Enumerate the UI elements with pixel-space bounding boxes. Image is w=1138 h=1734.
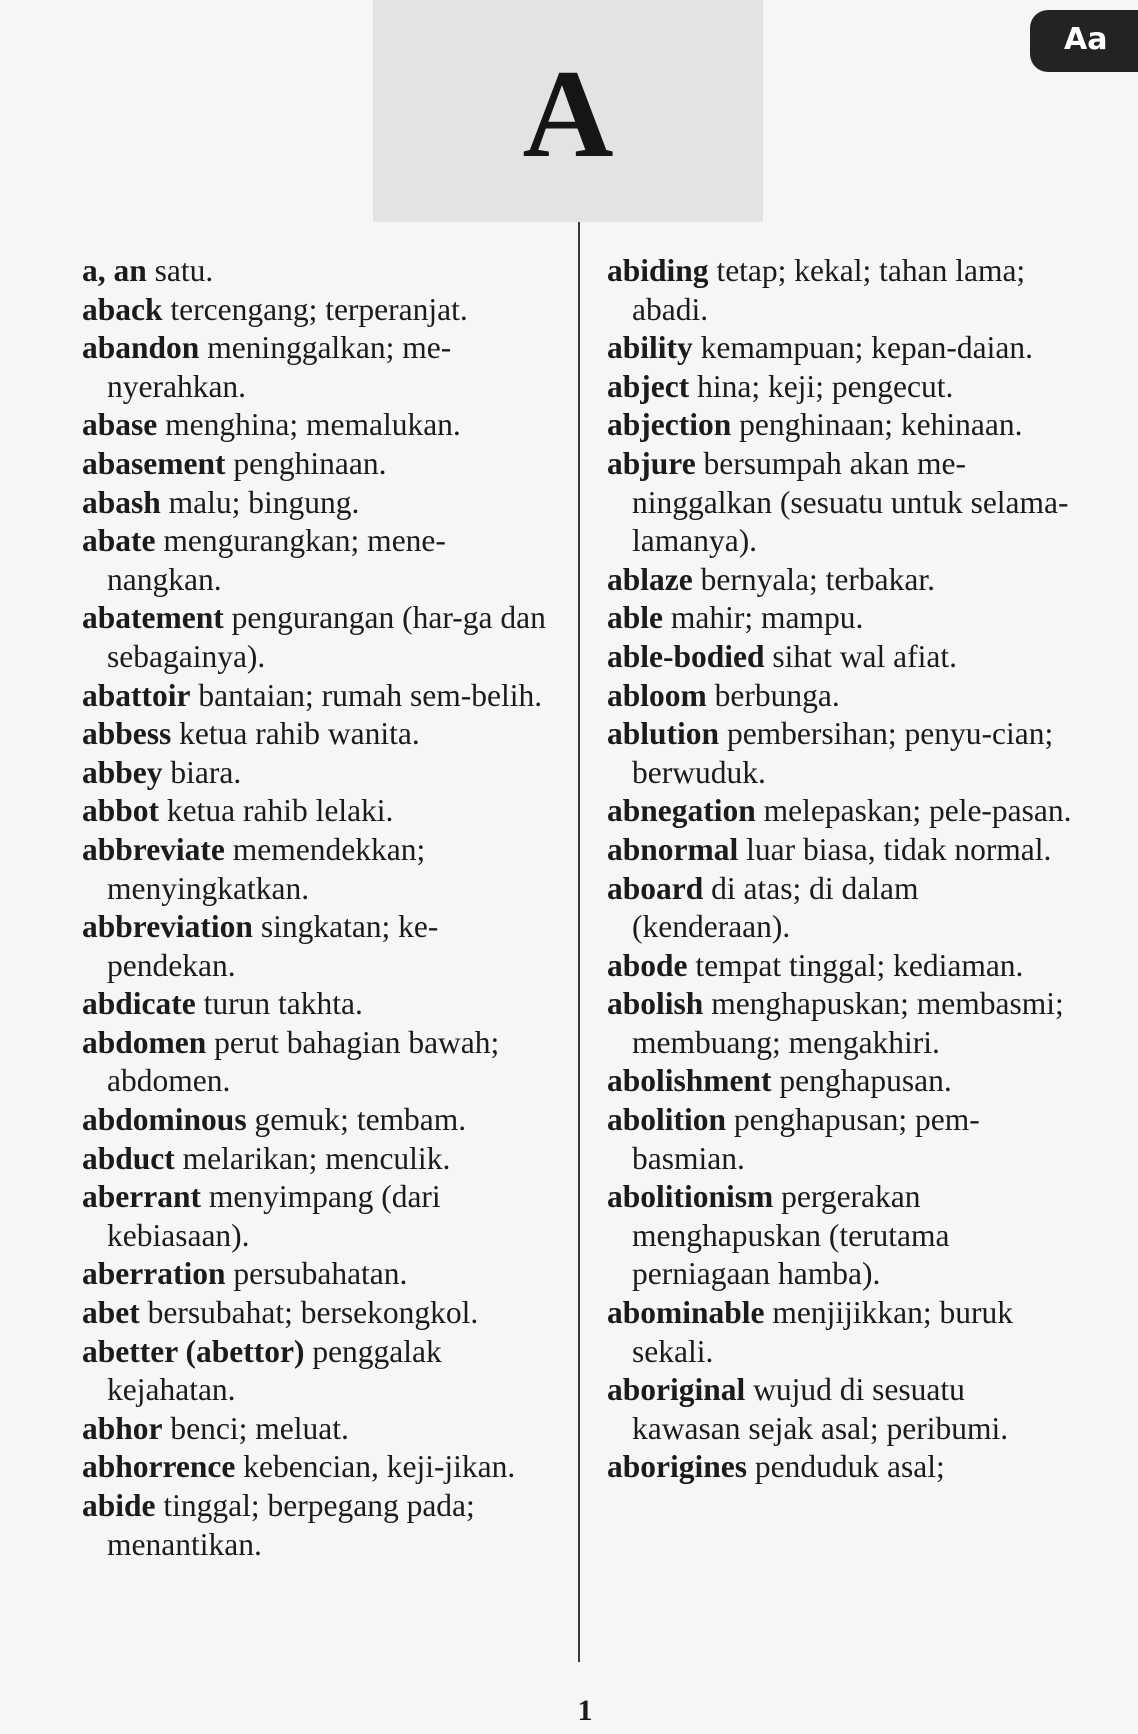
dictionary-entry bbox=[607, 715, 1077, 792]
entry-headword: abattoir bbox=[82, 677, 191, 713]
entry-definition: kemampuan; kepan-daian. bbox=[700, 330, 1034, 366]
dictionary-entry bbox=[82, 406, 552, 445]
dictionary-entry bbox=[82, 522, 552, 599]
dictionary-entry bbox=[607, 831, 1077, 870]
entry-definition: meninggalkan; me-nyerahkan. bbox=[107, 330, 452, 404]
dictionary-entry bbox=[607, 947, 1077, 986]
dictionary-entry bbox=[607, 1294, 1077, 1371]
column-divider bbox=[578, 222, 580, 1662]
entry-definition: ketua rahib lelaki. bbox=[166, 793, 394, 829]
entry-headword: aberrant bbox=[82, 1179, 201, 1215]
dictionary-entry bbox=[607, 561, 1077, 600]
entry-definition: biara. bbox=[170, 754, 242, 790]
dictionary-entry bbox=[82, 1178, 552, 1255]
entry-headword: abhor bbox=[82, 1410, 163, 1446]
entry-definition: penghapusan. bbox=[779, 1063, 952, 1099]
entry-definition: di atas; di dalam (kenderaan). bbox=[632, 870, 919, 945]
dictionary-entry bbox=[82, 1024, 552, 1101]
entry-headword: abatement bbox=[82, 600, 224, 636]
entry-definition: persubahatan. bbox=[233, 1256, 408, 1292]
entry-definition: bantaian; rumah sem-belih. bbox=[198, 677, 543, 713]
entry-headword: abolishment bbox=[607, 1063, 772, 1099]
entry-headword: abdominous bbox=[82, 1102, 247, 1138]
entry-definition: hina; keji; pengecut. bbox=[697, 368, 954, 404]
dictionary-entry bbox=[82, 445, 552, 484]
entry-definition: pembersihan; penyu-cian; berwuduk. bbox=[632, 716, 1054, 790]
entry-headword: abandon bbox=[82, 330, 200, 366]
entry-headword: abbess bbox=[82, 716, 172, 752]
entry-headword: abjure bbox=[607, 445, 696, 481]
entry-headword: abate bbox=[82, 523, 156, 559]
section-letter: A bbox=[522, 45, 614, 184]
entry-headword: abash bbox=[82, 484, 161, 520]
dictionary-entry bbox=[82, 484, 552, 523]
entry-definition: melarikan; menculik. bbox=[182, 1140, 451, 1176]
entry-definition: berbunga. bbox=[714, 677, 840, 713]
entry-headword: abolitionism bbox=[607, 1179, 774, 1215]
dictionary-entry bbox=[607, 1062, 1077, 1101]
entry-definition: satu. bbox=[154, 253, 214, 288]
dictionary-entry bbox=[82, 252, 552, 291]
entry-definition: turun takhta. bbox=[203, 986, 363, 1022]
entry-definition: penghinaan; kehinaan. bbox=[739, 407, 1023, 443]
dictionary-entry bbox=[82, 1101, 552, 1140]
dictionary-entry bbox=[607, 985, 1077, 1062]
entry-definition: bersumpah akan me-ninggalkan (sesuatu untuk selama-lamanya). bbox=[632, 445, 1069, 559]
entry-headword: abetter (abettor) bbox=[82, 1333, 305, 1369]
entry-headword: abloom bbox=[607, 677, 707, 713]
dictionary-entry bbox=[82, 1294, 552, 1333]
entry-headword: abet bbox=[82, 1295, 140, 1331]
entry-definition: bernyala; terbakar. bbox=[700, 561, 935, 597]
dictionary-entry bbox=[607, 445, 1077, 561]
entry-definition: penghinaan. bbox=[233, 445, 387, 481]
entry-headword: abdomen bbox=[82, 1024, 207, 1060]
entry-headword: abnormal bbox=[607, 831, 739, 867]
dictionary-entry bbox=[82, 1255, 552, 1294]
dictionary-entry bbox=[82, 1140, 552, 1179]
entry-headword: abduct bbox=[82, 1140, 175, 1176]
dictionary-entry bbox=[607, 329, 1077, 368]
dictionary-entry bbox=[82, 291, 552, 330]
dictionary-entry bbox=[82, 1333, 552, 1410]
entry-definition: singkatan; ke-pendekan. bbox=[107, 909, 439, 983]
entry-headword: abbreviate bbox=[82, 831, 225, 867]
entry-definition: penghapusan; pem-basmian. bbox=[632, 1102, 980, 1176]
entry-definition: tercengang; terperanjat. bbox=[170, 291, 468, 327]
entry-definition: malu; bingung. bbox=[168, 484, 360, 520]
entry-headword: abode bbox=[607, 947, 688, 983]
entry-headword: abasement bbox=[82, 445, 226, 481]
entry-definition: mengurangkan; mene-nangkan. bbox=[107, 523, 446, 597]
dictionary-entry bbox=[82, 754, 552, 793]
dictionary-entry bbox=[607, 1178, 1077, 1294]
entry-definition: mahir; mampu. bbox=[670, 600, 864, 636]
thumb-index-label: Aa bbox=[1064, 22, 1108, 57]
entry-headword: abnegation bbox=[607, 793, 756, 829]
dictionary-entry bbox=[607, 1448, 1077, 1487]
entry-headword: abide bbox=[82, 1488, 156, 1523]
entry-headword: ability bbox=[607, 330, 693, 366]
dictionary-entry bbox=[82, 792, 552, 831]
entry-definition: menghapuskan; membasmi; membuang; mengakhiri. bbox=[632, 986, 1064, 1060]
entry-headword: abbey bbox=[82, 754, 163, 790]
dictionary-entry bbox=[82, 329, 552, 406]
entry-definition: perut bahagian bawah; abdomen. bbox=[107, 1024, 500, 1099]
entry-definition: tinggal; berpegang pada; menantikan. bbox=[107, 1488, 475, 1562]
entry-headword: abolish bbox=[607, 986, 704, 1022]
entry-headword: abject bbox=[607, 368, 690, 404]
entry-definition: benci; meluat. bbox=[170, 1410, 349, 1446]
dictionary-entry bbox=[607, 792, 1077, 831]
dictionary-entry bbox=[82, 677, 552, 716]
section-letter-box bbox=[373, 0, 763, 222]
entry-definition: wujud di sesuatu kawasan sejak asal; peribumi. bbox=[632, 1372, 1009, 1446]
entry-definition: gemuk; tembam. bbox=[254, 1102, 467, 1138]
entry-definition: sihat wal afiat. bbox=[772, 638, 957, 674]
entry-headword: able bbox=[607, 600, 664, 636]
dictionary-entry bbox=[607, 599, 1077, 638]
entry-definition: melepaskan; pele-pasan. bbox=[763, 793, 1072, 829]
entry-definition: luar biasa, tidak normal. bbox=[746, 831, 1052, 867]
entry-headword: abdicate bbox=[82, 986, 196, 1022]
entry-definition: pergerakan menghapuskan (terutama perniagaan hamba). bbox=[632, 1179, 950, 1292]
entry-headword: ablution bbox=[607, 716, 720, 752]
entry-headword: aberration bbox=[82, 1256, 226, 1292]
entry-definition: pengurangan (har-ga dan sebagainya). bbox=[107, 600, 546, 674]
dictionary-entry bbox=[607, 870, 1077, 947]
dictionary-entry bbox=[607, 368, 1077, 407]
entry-definition: tetap; kekal; tahan lama; abadi. bbox=[632, 253, 1026, 327]
entry-headword: abominable bbox=[607, 1295, 765, 1331]
right-column bbox=[607, 252, 1077, 1487]
dictionary-entry bbox=[82, 908, 552, 985]
entry-definition: ketua rahib wanita. bbox=[179, 716, 420, 752]
left-column bbox=[82, 252, 552, 1564]
entry-definition: menyimpang (dari kebiasaan). bbox=[107, 1179, 441, 1253]
entry-definition: penggalak kejahatan. bbox=[107, 1333, 442, 1408]
entry-headword: abhorrence bbox=[82, 1449, 236, 1485]
entry-headword: abbreviation bbox=[82, 909, 253, 945]
entry-headword: aboard bbox=[607, 870, 704, 906]
entry-definition: menjijikkan; buruk sekali. bbox=[632, 1295, 1013, 1369]
dictionary-entry bbox=[82, 1487, 552, 1564]
entry-definition: kebencian, keji-jikan. bbox=[243, 1449, 516, 1485]
entry-headword: abiding bbox=[607, 253, 709, 288]
entry-headword: able-bodied bbox=[607, 638, 765, 674]
entry-headword: aboriginal bbox=[607, 1372, 746, 1408]
entry-headword: abbot bbox=[82, 793, 160, 829]
entry-definition: tempat tinggal; kediaman. bbox=[695, 947, 1024, 983]
entry-definition: penduduk asal; bbox=[754, 1449, 945, 1485]
entry-definition: memendekkan; menyingkatkan. bbox=[107, 831, 426, 906]
entry-headword: abolition bbox=[607, 1102, 727, 1138]
entry-headword: abase bbox=[82, 407, 158, 443]
dictionary-entry bbox=[607, 1101, 1077, 1178]
entry-definition: menghina; memalukan. bbox=[165, 407, 461, 443]
dictionary-entry bbox=[82, 831, 552, 908]
entry-headword: abjection bbox=[607, 407, 732, 443]
entry-headword: aborigines bbox=[607, 1449, 748, 1485]
entry-headword: aback bbox=[82, 291, 163, 327]
entry-headword: a, an bbox=[82, 253, 147, 288]
dictionary-entry bbox=[607, 677, 1077, 716]
dictionary-entry bbox=[607, 638, 1077, 677]
dictionary-entry bbox=[82, 1448, 552, 1487]
entry-definition: bersubahat; bersekongkol. bbox=[147, 1295, 479, 1331]
dictionary-entry bbox=[607, 252, 1077, 329]
dictionary-entry bbox=[82, 1410, 552, 1449]
entry-headword: ablaze bbox=[607, 561, 693, 597]
dictionary-entry bbox=[607, 1371, 1077, 1448]
dictionary-entry bbox=[82, 599, 552, 676]
dictionary-entry bbox=[607, 406, 1077, 445]
dictionary-entry bbox=[82, 985, 552, 1024]
dictionary-entry bbox=[82, 715, 552, 754]
page-number: 1 bbox=[577, 1694, 593, 1727]
thumb-index-tab bbox=[1030, 10, 1138, 72]
